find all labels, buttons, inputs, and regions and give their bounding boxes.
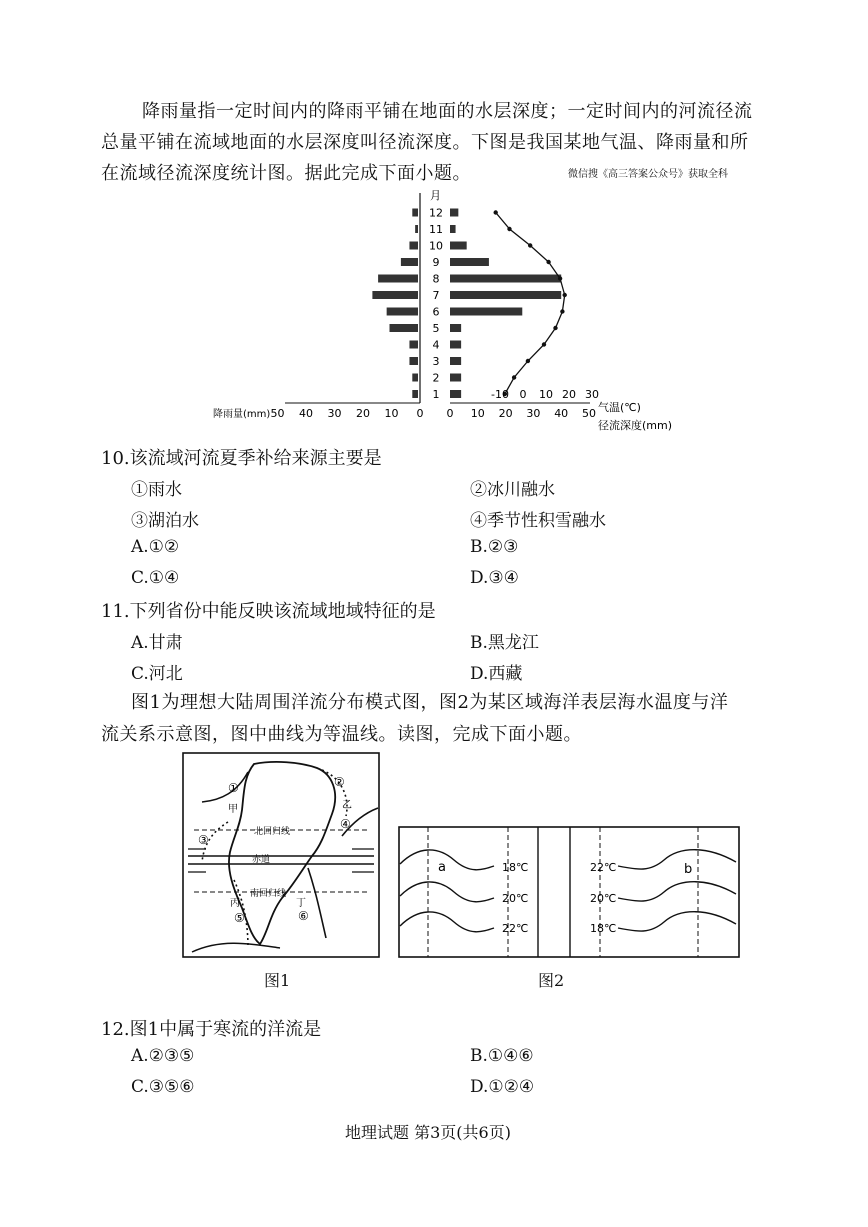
runoff-tick: 30 (526, 407, 541, 420)
runoff-bar (450, 275, 561, 283)
q11-stem: 11.下列省份中能反映该流域地域特征的是 (101, 601, 436, 622)
figure-2-isotherms (398, 826, 740, 958)
runoff-bar (450, 357, 461, 365)
intro2-line-2: 流关系示意图，图中曲线为等温线。读图，完成下面小题。 (101, 724, 582, 745)
temperature-point (512, 375, 516, 379)
left-18: 18℃ (502, 861, 529, 874)
temp-tick: 20 (562, 388, 576, 401)
temperature-point (507, 227, 511, 231)
figure-1-caption: 图1 (264, 971, 291, 990)
month-label: 1 (432, 388, 440, 401)
runoff-bar (450, 341, 461, 349)
runoff-tick: 40 (554, 407, 569, 420)
temperature-point (542, 342, 546, 346)
rain-tick: 50 (270, 407, 285, 420)
rainfall-bar (412, 209, 418, 217)
label-equator: 赤道 (252, 855, 271, 865)
rainfall-bar (378, 275, 418, 283)
temperature-point (563, 293, 567, 297)
runoff-tick: 20 (498, 407, 513, 420)
intro-line-2: 总量平铺在流域地面的水层深度叫径流深度。下图是我国某地气温、降雨量和所 (101, 132, 749, 153)
temperature-point (528, 243, 532, 247)
label-current-4: ④ (340, 817, 351, 831)
right-22: 22℃ (590, 861, 617, 874)
label-ding: 丁 (296, 898, 306, 909)
q11-option-a[interactable]: A.甘肃 (131, 633, 183, 653)
rain-tick: 0 (416, 407, 424, 420)
runoff-bar (450, 374, 461, 382)
temp-tick: 0 (519, 388, 527, 401)
rainfall-bar (372, 291, 418, 299)
temp-tick: -10 (491, 388, 509, 401)
rainfall-bar (409, 357, 418, 365)
rain-tick: 10 (384, 407, 399, 420)
month-label: 9 (432, 256, 440, 269)
label-current-1: ① (228, 781, 239, 795)
left-22: 22℃ (502, 922, 529, 935)
figure-2-caption: 图2 (538, 971, 565, 990)
watermark-note: 微信搜《高三答案公众号》获取全科 (568, 169, 728, 180)
intro-line-3: 在流域径流深度统计图。据此完成下面小题。 (101, 163, 471, 184)
month-label: 2 (432, 371, 440, 385)
runoff-bar (450, 390, 461, 398)
intro-line-1: 降雨量指一定时间内的降雨平铺在地面的水层深度；一定时间内的河流径流 (142, 101, 753, 122)
rainfall-bar (412, 374, 418, 382)
left-20: 20℃ (502, 892, 529, 905)
month-label: 10 (429, 239, 443, 253)
label-tropic-north: 北回归线 (254, 827, 291, 837)
temperature-point (546, 260, 550, 264)
month-label: 11 (429, 223, 443, 236)
runoff-tick: 50 (582, 407, 596, 420)
runoff-bars (450, 209, 561, 399)
intro2-line-1: 图1为理想大陆周围洋流分布模式图，图2为某区域海洋表层海水温度与洋 (131, 692, 729, 713)
rainfall-bar (409, 242, 418, 250)
rainfall-bar (409, 341, 418, 349)
rain-axis-label: 降雨量(mm) (213, 409, 271, 420)
runoff-bar (450, 209, 458, 217)
label-yi: 乙 (342, 800, 352, 811)
q10-option-d[interactable]: D.③④ (470, 568, 519, 588)
q12-option-b[interactable]: B.①④⑥ (470, 1046, 534, 1066)
label-tropic-south: 南回归线 (250, 889, 287, 899)
q12-option-d[interactable]: D.①②④ (470, 1077, 535, 1097)
q10-item-2: ②冰川融水 (470, 480, 555, 500)
rainfall-bars (372, 209, 418, 399)
temperature-point (553, 326, 557, 330)
runoff-bar (450, 291, 561, 299)
rain-tick: 40 (299, 407, 313, 420)
runoff-bar (450, 242, 467, 250)
point-b: b (684, 862, 693, 877)
right-20: 20℃ (590, 892, 617, 905)
temp-tick: 30 (585, 388, 599, 401)
temp-axis-label: 气温(℃) (598, 401, 641, 414)
runoff-tick: 10 (470, 407, 485, 420)
page-footer: 地理试题 第3页(共6页) (345, 1123, 511, 1142)
temperature-point (560, 309, 564, 313)
q12-option-c[interactable]: C.③⑤⑥ (131, 1077, 195, 1097)
month-label: 3 (432, 355, 440, 368)
point-a: a (438, 860, 446, 875)
label-current-5: ⑤ (234, 911, 245, 925)
runoff-bar (450, 258, 489, 266)
q10-stem: 10.该流域河流夏季补给来源主要是 (101, 448, 382, 469)
q11-option-c[interactable]: C.河北 (131, 664, 183, 684)
q11-option-b[interactable]: B.黑龙江 (470, 633, 539, 653)
label-bing: 丙 (230, 898, 240, 909)
rainfall-bar (390, 324, 419, 332)
runoff-tick: 0 (446, 407, 454, 420)
month-label: 6 (432, 305, 440, 319)
q10-option-c[interactable]: C.①④ (131, 568, 180, 588)
q10-item-3: ③湖泊水 (131, 511, 199, 531)
q10-item-1: ①雨水 (131, 480, 182, 500)
runoff-bar (450, 308, 522, 316)
rainfall-bar (415, 225, 418, 233)
temperature-point (494, 210, 498, 214)
label-jia: 甲 (228, 804, 238, 815)
month-label: 8 (432, 272, 440, 286)
rain-tick: 30 (327, 407, 342, 420)
runoff-bar (450, 324, 461, 332)
month-label: 5 (432, 322, 440, 335)
q12-option-a[interactable]: A.②③⑤ (131, 1046, 195, 1066)
label-current-2: ② (334, 775, 345, 789)
q11-option-d[interactable]: D.西藏 (470, 664, 523, 684)
q12-stem: 12.图1中属于寒流的洋流是 (101, 1019, 322, 1040)
label-current-3: ③ (198, 833, 209, 847)
month-label: 4 (432, 338, 440, 352)
runoff-axis-label: 径流深度(mm) (598, 419, 673, 432)
chart-labels (213, 189, 672, 432)
temperature-point (526, 359, 530, 363)
rain-tick: 20 (356, 407, 370, 420)
month-label: 12 (429, 206, 443, 220)
month-label: 7 (432, 289, 440, 302)
temperature-point (558, 276, 562, 280)
figure-1-ocean-currents (182, 752, 380, 958)
temperature-line (494, 210, 567, 396)
label-current-6: ⑥ (298, 909, 309, 923)
q10-item-4: ④季节性积雪融水 (470, 511, 606, 531)
right-18: 18℃ (590, 922, 617, 935)
q10-option-a[interactable]: A.①② (131, 537, 180, 557)
rainfall-bar (387, 308, 418, 316)
rainfall-bar (412, 390, 418, 398)
q10-option-b[interactable]: B.②③ (470, 537, 519, 557)
climate-runoff-chart (200, 185, 700, 440)
temperature-polyline (496, 213, 565, 395)
rainfall-bar (401, 258, 418, 266)
month-axis-label: 月 (430, 189, 441, 202)
temp-tick: 10 (539, 388, 553, 401)
runoff-bar (450, 225, 456, 233)
